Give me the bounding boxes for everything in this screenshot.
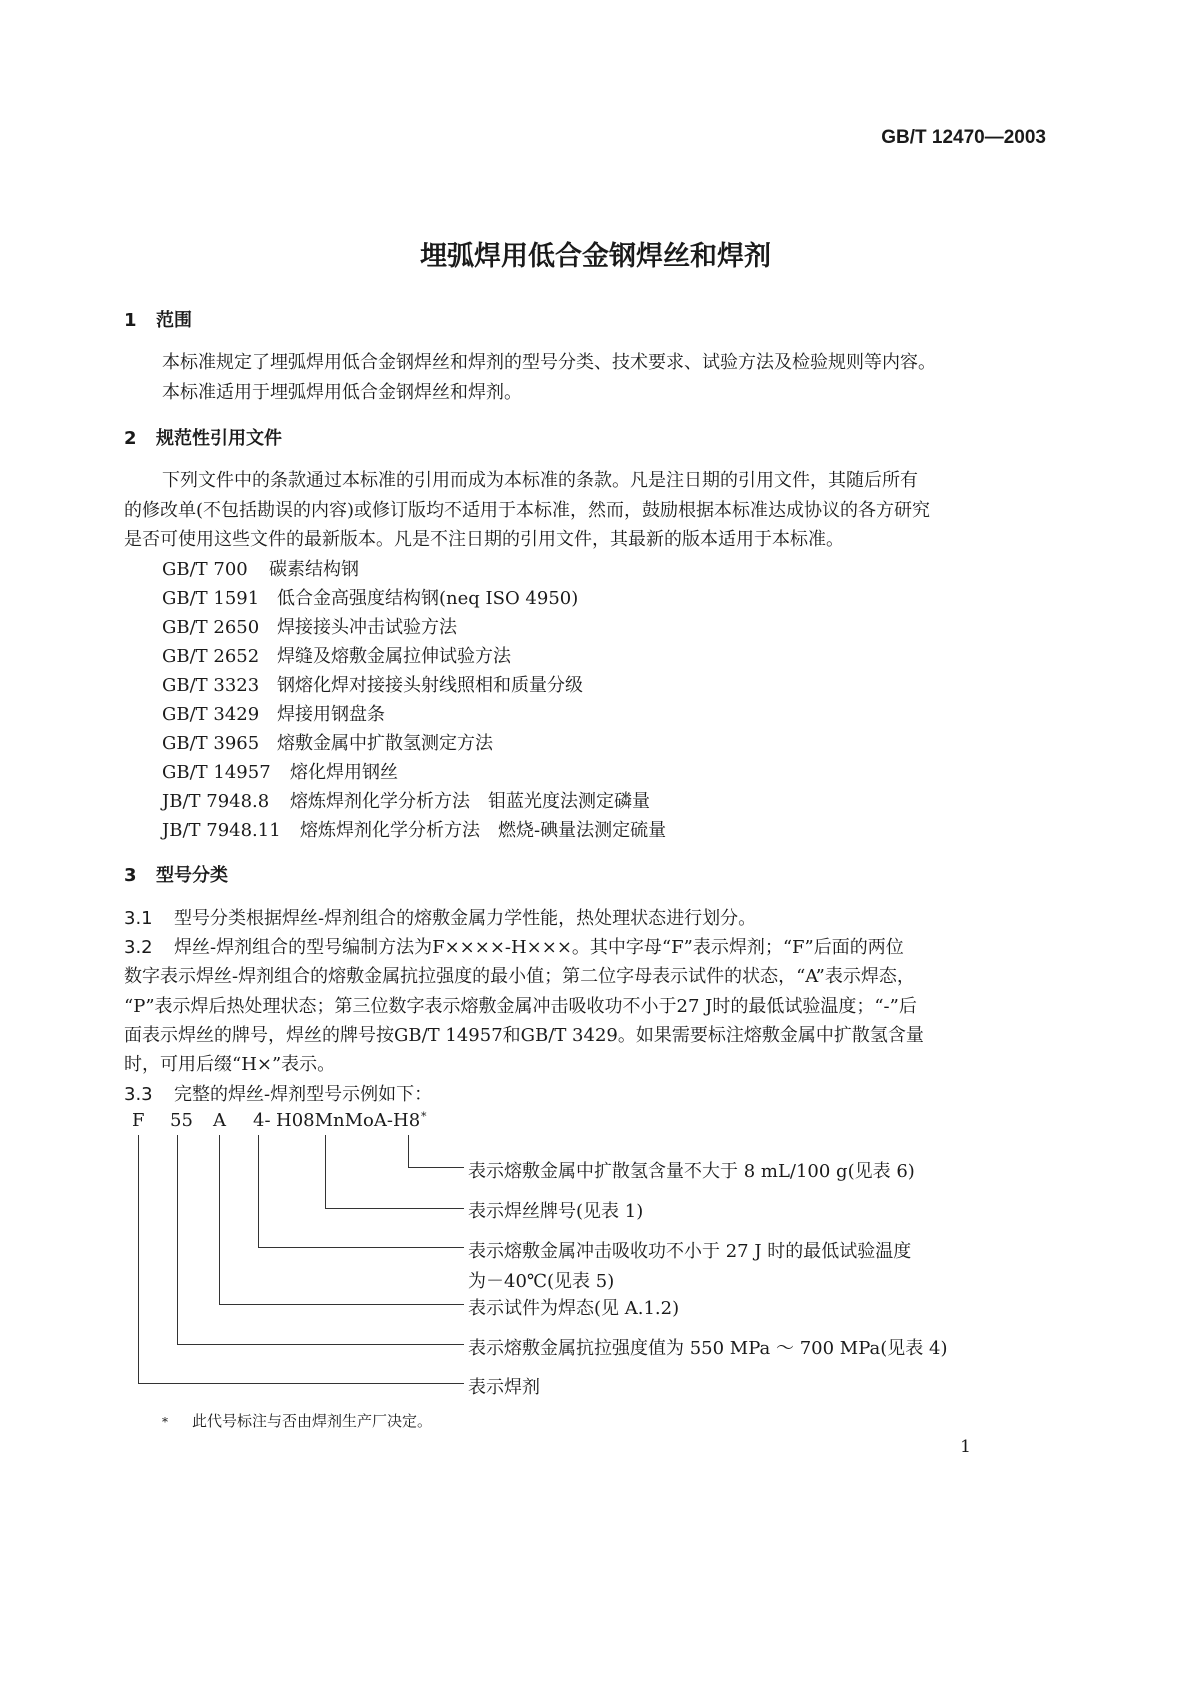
section-number: 1 xyxy=(124,310,137,331)
label-temperature-line-2: 为－40℃(见表 5) xyxy=(468,1271,615,1292)
reference-title: 钢熔化焊对接接头射线照相和质量分级 xyxy=(277,675,583,696)
reference-title: 熔炼焊剂化学分析方法 钼蓝光度法测定磷量 xyxy=(290,791,650,812)
section-title: 规范性引用文件 xyxy=(156,428,282,449)
designation-part-hydrogen: H8 xyxy=(393,1110,421,1131)
label-flux: 表示焊剂 xyxy=(468,1377,540,1398)
clause-text: 焊丝-焊剂组合的型号编制方法为F××××-H×××。其中字母“F”表示焊剂；“F”后面的两位 xyxy=(174,937,904,958)
connector-line xyxy=(219,1135,220,1305)
clause-number: 3.2 xyxy=(124,937,153,958)
document-title: 埋弧焊用低合金钢焊丝和焊剂 xyxy=(420,241,771,272)
standard-code: GB/T 12470—2003 xyxy=(881,127,1046,148)
reference-code: GB/T 3965 xyxy=(162,733,260,754)
reference-item xyxy=(162,555,359,581)
section-1-heading xyxy=(124,306,192,332)
reference-title: 碳素结构钢 xyxy=(269,559,359,580)
clause-3-2-line-2: 数字表示焊丝-焊剂组合的熔敷金属抗拉强度的最小值；第二位字母表示试件的状态，“A”表示焊态， xyxy=(124,966,915,987)
reference-code: GB/T 2652 xyxy=(162,646,260,667)
reference-item xyxy=(162,642,511,668)
reference-item xyxy=(162,758,398,784)
reference-title: 焊接接头冲击试验方法 xyxy=(277,617,457,638)
reference-item xyxy=(162,787,650,813)
label-state: 表示试件为焊态(见 A.1.2) xyxy=(468,1298,680,1319)
connector-line xyxy=(138,1135,139,1384)
designation-part-f: F xyxy=(132,1110,145,1131)
section-title: 型号分类 xyxy=(156,865,228,886)
reference-item xyxy=(162,816,666,842)
connector-line xyxy=(325,1208,464,1209)
reference-code: GB/T 1591 xyxy=(162,588,260,609)
reference-title: 熔化焊用钢丝 xyxy=(290,762,398,783)
section-2-intro-line-2: 的修改单(不包括勘误的内容)或修订版均不适用于本标准，然而，鼓励根据本标准达成协议的各方研究 xyxy=(124,500,931,521)
reference-title: 焊接用钢盘条 xyxy=(277,704,385,725)
reference-code: GB/T 3323 xyxy=(162,675,260,696)
label-wire: 表示焊丝牌号(见表 1) xyxy=(468,1201,644,1222)
designation-part-state: A xyxy=(213,1110,226,1131)
reference-code: JB/T 7948.8 xyxy=(162,791,270,812)
footnote-text: 此代号标注与否由焊剂生产厂决定。 xyxy=(192,1412,433,1430)
reference-item xyxy=(162,671,583,697)
connector-line xyxy=(177,1344,464,1345)
clause-number: 3.3 xyxy=(124,1084,153,1105)
section-2-intro-line-3: 是否可使用这些文件的最新版本。凡是不注日期的引用文件，其最新的版本适用于本标准。 xyxy=(124,529,844,550)
clause-3-2-line-4: 面表示焊丝的牌号，焊丝的牌号按GB/T 14957和GB/T 3429。如果需要标注熔敷金属中扩散氢含量 xyxy=(124,1025,924,1046)
page-number: 1 xyxy=(960,1437,971,1457)
connector-line xyxy=(219,1304,464,1305)
reference-title: 低合金高强度结构钢(neq ISO 4950) xyxy=(277,588,579,609)
section-2-heading xyxy=(124,424,282,450)
designation-part-temperature: 4- xyxy=(253,1110,271,1131)
reference-code: GB/T 3429 xyxy=(162,704,260,725)
reference-item xyxy=(162,700,385,726)
designation-footnote-mark: * xyxy=(421,1110,427,1123)
reference-code: GB/T 14957 xyxy=(162,762,271,783)
reference-code: JB/T 7948.11 xyxy=(162,820,281,841)
section-number: 2 xyxy=(124,428,137,449)
section-1-paragraph-2: 本标准适用于埋弧焊用低合金钢焊丝和焊剂。 xyxy=(162,382,522,403)
clause-text: 型号分类根据焊丝-焊剂组合的熔敷金属力学性能，热处理状态进行划分。 xyxy=(174,908,757,929)
reference-title: 焊缝及熔敷金属拉伸试验方法 xyxy=(277,646,511,667)
section-3-heading xyxy=(124,861,228,887)
section-number: 3 xyxy=(124,865,137,886)
reference-title: 熔炼焊剂化学分析方法 燃烧-碘量法测定硫量 xyxy=(300,820,667,841)
section-title: 范围 xyxy=(156,310,192,331)
label-strength: 表示熔敷金属抗拉强度值为 550 MPa ～ 700 MPa(见表 4) xyxy=(468,1338,948,1359)
connector-line xyxy=(258,1135,259,1248)
clause-3-2-line-5: 时，可用后缀“H×”表示。 xyxy=(124,1054,336,1075)
section-2-intro-line-1: 下列文件中的条款通过本标准的引用而成为本标准的条款。凡是注日期的引用文件，其随后所有 xyxy=(162,470,918,491)
reference-item xyxy=(162,584,578,610)
label-temperature-line-1: 表示熔敷金属冲击吸收功不小于 27 J 时的最低试验温度 xyxy=(468,1241,912,1262)
reference-code: GB/T 700 xyxy=(162,559,248,580)
clause-3-3 xyxy=(124,1080,432,1106)
reference-item xyxy=(162,729,493,755)
connector-line xyxy=(177,1135,178,1345)
clause-3-2-line-3: “P”表示焊后热处理状态；第三位数字表示熔敷金属冲击吸收功不小于27 J时的最低试验温度；“-”后 xyxy=(124,996,917,1017)
designation-part-wire: H08MnMoA- xyxy=(276,1110,393,1131)
clause-3-1 xyxy=(124,904,756,930)
reference-item xyxy=(162,613,457,639)
clause-text: 完整的焊丝-焊剂型号示例如下： xyxy=(174,1084,433,1105)
clause-3-2-line-1 xyxy=(124,933,904,959)
connector-line xyxy=(408,1135,409,1168)
label-hydrogen: 表示熔敷金属中扩散氢含量不大于 8 mL/100 g(见表 6) xyxy=(468,1161,915,1182)
connector-line xyxy=(138,1383,464,1384)
clause-number: 3.1 xyxy=(124,908,153,929)
connector-line xyxy=(258,1247,464,1248)
footnote xyxy=(162,1410,432,1431)
footnote-mark: * xyxy=(162,1415,168,1429)
connector-line xyxy=(408,1167,464,1168)
designation-part-strength: 55 xyxy=(170,1110,193,1131)
connector-line xyxy=(325,1135,326,1209)
reference-code: GB/T 2650 xyxy=(162,617,260,638)
reference-title: 熔敷金属中扩散氢测定方法 xyxy=(277,733,493,754)
section-1-paragraph-1: 本标准规定了埋弧焊用低合金钢焊丝和焊剂的型号分类、技术要求、试验方法及检验规则等内容。 xyxy=(162,352,936,373)
